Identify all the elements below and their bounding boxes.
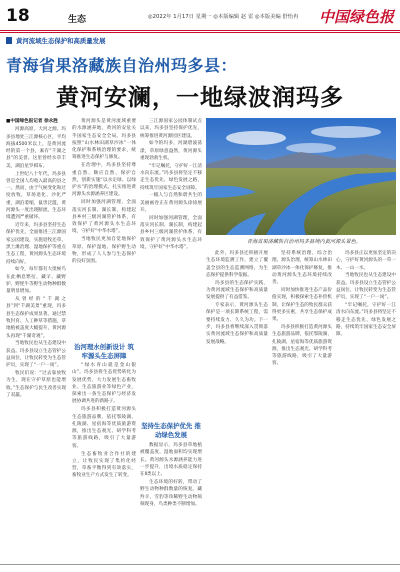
kicker-accent xyxy=(6,37,12,44)
paragraph: 如今的玛多，河湖碧波荡漾，草原绿意盎然，黄河源头重现勃勃生机。 xyxy=(140,141,202,161)
paragraph: “牢记嘱托，守护好一江清水向东流。”玛多县将坚定不移走生态优先、绿色发展之路，持续筑牢国家生态安全屏障。 xyxy=(336,303,396,338)
paragraph: 黄河源头是黄河流域重要的水源涵养地，黄河的安危关乎国家生态安全全局。玛多县按照“山水林田湖草沙冰”一体化保护和系统治理的要求，统筹推进生态保护与修复。 xyxy=(72,119,136,161)
paragraph: 当地牧民也从生态建设中获益。玛多县设立生态管护公益岗位，让牧民转变为生态管护员，实现了“一户一岗”。 xyxy=(336,273,396,301)
paragraph: 近年来，玛多县坚持生态保护优先，全面推进三江源国家公园建设，实施退牧还草、黑土滩治理、湿地保护等重点生态工程，黄河源头生态环境持续向好。 xyxy=(6,223,66,265)
header-rule-thin xyxy=(0,32,400,33)
article-column-2b xyxy=(72,362,136,558)
article-column-3b xyxy=(140,442,202,558)
header-rule xyxy=(0,30,400,31)
paragraph: 玛多县积极打造黄河源头生态旅游品牌，依托鄂陵湖、扎陵湖、星宿海等优质旅游资源，推出生态观光、研学科考等旅游线路，吸引了大量游客。 xyxy=(72,407,136,449)
page-header xyxy=(0,0,400,38)
paragraph: 同时加快推进生态产品价值实现，积极探索生态补偿机制，让保护生态的牧民群众获得更多实惠，共享生态保护成果。 xyxy=(272,287,332,323)
paragraph: 同时加强河湖管理，全面落实河长制、湖长制，构建起县乡村三级河湖管护体系，有效保护了黄河源头水生态环境，守护好“中华水塔”。 xyxy=(140,215,202,251)
article-subtitle: 青海省果洛藏族自治州玛多县： xyxy=(6,56,238,75)
page-number: 18 xyxy=(6,6,30,26)
issue-meta: ◎2022年 1月17日 星期一 ◎本版编辑 赵 雷 ◎本版美编 舒怡冉 xyxy=(148,14,299,20)
newspaper-logo: 中国绿色报 xyxy=(318,8,394,26)
paragraph: 牧民们说：“过去靠放牧为生，现在守护草原也能增收。”生态保护与民生改善实现了双赢。 xyxy=(6,371,66,398)
article-column-5 xyxy=(272,250,332,558)
section-name: 生态 xyxy=(68,15,87,25)
paragraph: 同时加强河湖管理，全面落实河长制、湖长制，构建起县乡村三级河湖管护体系，有效保护了黄河源头水生态环境，守护好“中华水塔”。 xyxy=(72,200,136,235)
footer-rule xyxy=(0,564,400,565)
paragraph: 河源高原，大河之源。玛多县地处三江源核心区，平均海拔4500米以上，是黄河流经的第一个县，素有“千湖之县”的美誉。这里曾经水草丰美，湖泊星罗棋布。 xyxy=(6,127,66,169)
paragraph: 从曾经的“千湖之县”到“千湖美景”重现，玛多县生态保护成果显著。通过禁牧封育、人工种草等措施，草地植被盖度大幅提升，黄河源头再现“千湖奇观”。 xyxy=(6,297,66,339)
paragraph: 玛多县的生态保护实践，为黄河流域生态保护和高质量发展提供了有益借鉴。 xyxy=(206,280,268,301)
paragraph: 当地牧民也从生态建设中获益。玛多县设立生态管护公益岗位，让牧民转变为生态管护员，实现了“一户一岗”。 xyxy=(6,341,66,369)
article-column-3 xyxy=(140,118,202,418)
section-subhead-1: 治河理水创新设计 筑牢源头生态屏障 xyxy=(74,343,134,360)
paragraph: 上世纪八十年代，玛多县曾是全国人均收入最高的县之一。然而，由于气候变化和过度放牧，草场退化、沙化严重，湖泊萎缩，鼠害泛滥，黄河源头一度出现断流，生态环境遭到严重破坏。 xyxy=(6,171,66,221)
article-title: 黄河安澜，一地绿波润玛多 xyxy=(56,84,344,111)
paragraph: 此外，玛多县还积极开展生态环境监测工作，建立了覆盖全县的生态监测网络，为生态保护提供科学依据。 xyxy=(206,251,268,278)
river-landscape-image xyxy=(206,118,396,235)
paragraph: 玛多县积极打造黄河源头生态旅游品牌，依托鄂陵湖、扎陵湖、星宿海等优质旅游资源，推出生态观光、研学科考等旅游线路，吸引了大量游客。 xyxy=(272,324,332,367)
paragraph: 坚持系统治理、综合治理、源头治理，统筹山水林田湖草沙冰一体化保护修复，推动黄河源头生态环境持续改善。 xyxy=(272,251,332,286)
kicker-text: 黄河流域生态保护和高质量发展 xyxy=(16,37,106,45)
paragraph: 如今，每年都有大批候鸟在此栖息繁衍，藏羊、藏野驴、野牦牛等野生动物种群数量明显增加。 xyxy=(6,267,66,295)
article-column-1 xyxy=(6,118,66,558)
paragraph: 生态畜牧业合作社的建立，让牧民实现了集约化经营，草畜平衡得到有效落实，畜牧业生产方式发生了转变。 xyxy=(72,451,136,479)
photo-caption: 青海省果洛藏族自治州玛多县境内黄河源头景色。 xyxy=(246,239,362,245)
article-column-6 xyxy=(336,250,396,558)
paragraph: 当地牧民更加自觉地保护草原、保护湿地、保护野生动物，形成了人人参与生态保护的良好氛围。 xyxy=(72,237,136,265)
paragraph: 三江源国家公园体制试点以来，玛多县坚持保护优先，统筹推进黄河源园区建设。 xyxy=(140,119,202,139)
paragraph: “牢记嘱托，守护好一江清水向东流。”玛多县将坚定不移走生态优先、绿色发展之路，持续筑牢国家生态安全屏障。 xyxy=(140,163,202,191)
paragraph: “绿水青山就是金山银山”。玛多县将生态优势转化为发展优势，大力发展生态畜牧业、生态旅游业等绿色产业，探索出一条生态保护与经济发展协调共进的新路子。 xyxy=(72,363,136,405)
kicker-bar xyxy=(0,36,400,45)
article-column-2 xyxy=(72,118,136,340)
paragraph: 玛多县正以更加坚定的决心，守护好黄河源头的一草一木、一山一水。 xyxy=(336,251,396,271)
section-subhead-2: 坚持生态保护优先 推动绿色发展 xyxy=(141,422,201,439)
paragraph: 数据显示，玛多县草地植被覆盖度、湿地面积均实现增长。黄河源头水源涵养能力进一步提升，出境水质稳定保持在Ⅱ类以上。 xyxy=(140,443,202,478)
paragraph: 专家表示，黄河源头生态保护是一项长期系统工程，需要持续发力、久久为功。下一步，玛多县将继续深入贯彻落实黄河流域生态保护和高质量发展战略。 xyxy=(206,303,268,345)
landscape-photo xyxy=(206,118,396,235)
paragraph: 一幅人与自然和谐共生的美丽画卷正在黄河源头徐徐展开。 xyxy=(140,193,202,214)
paragraph: 在治理中，玛多县坚持尊重自然、顺应自然、保护自然，创新实施“以水定绿、以绿护水”的治理模式，扎实推进黄河源头水源涵养区建设。 xyxy=(72,163,136,198)
article-column-4 xyxy=(206,250,268,558)
byline: ■中国绿色报记者 徐永胜 xyxy=(6,119,58,124)
paragraph: 生态环境的好转，带动了野生动物种群数量的恢复。藏羚羊、雪豹等珍稀野生动物频频现身，鸟类种类不断增加。 xyxy=(140,479,202,507)
